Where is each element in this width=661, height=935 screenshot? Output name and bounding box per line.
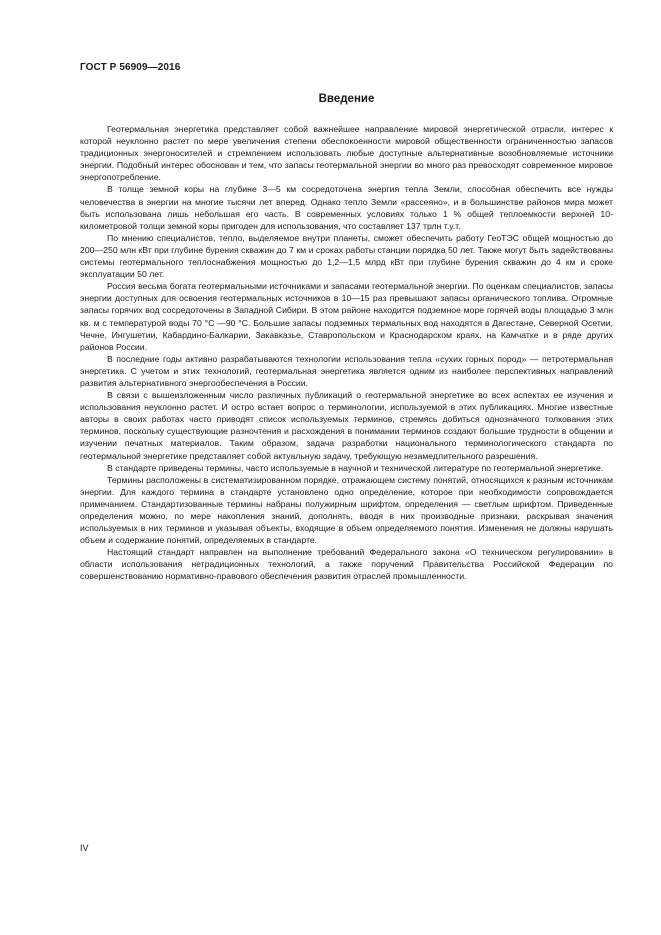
page-number: IV — [80, 843, 89, 853]
paragraph: В стандарте приведены термины, часто используемые в научной и технической литературе по геотермальной энергетике. — [107, 462, 604, 473]
paragraph: Термины расположены в систематизированном порядке, отражающем систему понятий, относящихся к разным источникам энергии. Для каждого термина в стандарте установлено одно определение, которое при необходимости сопровождается примечанием. Стандартизованные термины набраны полужирным шрифтом, определения — светлым шрифтом. Приведенные определения можно, по мере накопления знаний, дополнять, вводя в них производные признаки, раскрывая значения используемых в них терминов и указывая объекты, входящие в объем определяемого понятия. Изменения не должны нарушать объем и содержание понятий, определяемых в стандарте. — [80, 474, 613, 546]
paragraph: Геотермальная энергетика представляет собой важнейшее направление мировой энергетической отрасли, интерес к которой неуклонно растет по мере увеличения степени обеспокоенности мировой общественности ограниченностью запасов традиционных энергоносителей и стремлением использовать любые доступные альтернативные возобновляемые источники энергии. Подобный интерес обоснован и тем, что запасы геотермальной энергии во много раз превосходят современное мировое энергопотребление. — [80, 124, 613, 183]
document-code: ГОСТ Р 56909—2016 — [80, 62, 181, 73]
paragraph: Настоящий стандарт направлен на выполнение требований Федерального закона «О техническом регулировании» в области использования нетрадиционных технологий, а также поручений Правительства Российской Федерации по совершенствованию нормативно-правового обеспечения развития отраслей промышленности. — [80, 547, 613, 582]
introduction-body — [80, 123, 613, 583]
paragraph: В толще земной коры на глубине 3—5 км сосредоточена энергия тепла Земли, способная обеспечить все нужды человечества в энергии на многие тысячи лет вперед. Однако тепло Земли «рассеяно», и в большинстве районов мира может быть использована лишь небольшая его часть. В современных условиях только 1 % общей теплоемкости верхней 10-километровой толщи земной коры пригоден для использования, что составляет 137 трлн т.у.т. — [80, 184, 613, 231]
paragraph: В связи с вышеизложенным число различных публикаций о геотермальной энергетике во всех аспектах ее изучения и использования неуклонно растет. И остро встает вопрос о терминологии, используемой в этих публикациях. Многие известные авторы в своих работах часто приводят список используемых терминов, стремясь добиться однозначного толкования этих терминов, поскольку существующие разночтения и расхождения в понимании терминов создают большие трудности в общении и изучении печатных материалов. Таким образом, задача разработки национального терминологического стандарта по геотермальной энергетике представляет собой актуальную задачу, требующую незамедлительного разрешения. — [80, 390, 613, 461]
paragraph: В последние годы активно разрабатываются технологии использования тепла «сухих горных пород» — петротермальная энергетика. С учетом и этих технологий, геотермальная энергетика является одним из наиболее перспективных направлений развития альтернативного энергообеспечения в России. — [80, 353, 613, 388]
paragraph: Россия весьма богата геотермальными источниками и запасами геотермальной энергии. По оценкам специалистов, запасы энергии доступных для освоения геотермальных источников в 10—15 раз превышают запасы органического топлива. Огромные запасы горячих вод сосредоточены в Западной Сибири. В этом районе находится подземное море горячей воды площадью 3 млн кв. м с температурой воды 70 °С —90 °С. Большие запасы подземных термальных вод находятся в Дагестане, Северной Осетии, Чечне, Ингушетии, Кабардино-Балкарии, Закавказье, Ставропольском и Краснодарском краях, на Камчатке и в ряде других районов России. — [80, 281, 613, 352]
paragraph: По мнению специалистов, тепло, выделяемое внутри планеты, сможет обеспечить работу ГеоТЭС общей мощностью до 200—250 млн кВт при глубине бурения скважин до 7 км и сроках работы станции порядка 50 лет. Также могут быть задействованы системы геотермального теплоснабжения мощностью до 1,2—1,5 млрд кВт при глубине бурения скважин до 4 км и сроке эксплуатации 50 лет. — [80, 232, 613, 280]
section-title: Введение — [318, 93, 375, 105]
